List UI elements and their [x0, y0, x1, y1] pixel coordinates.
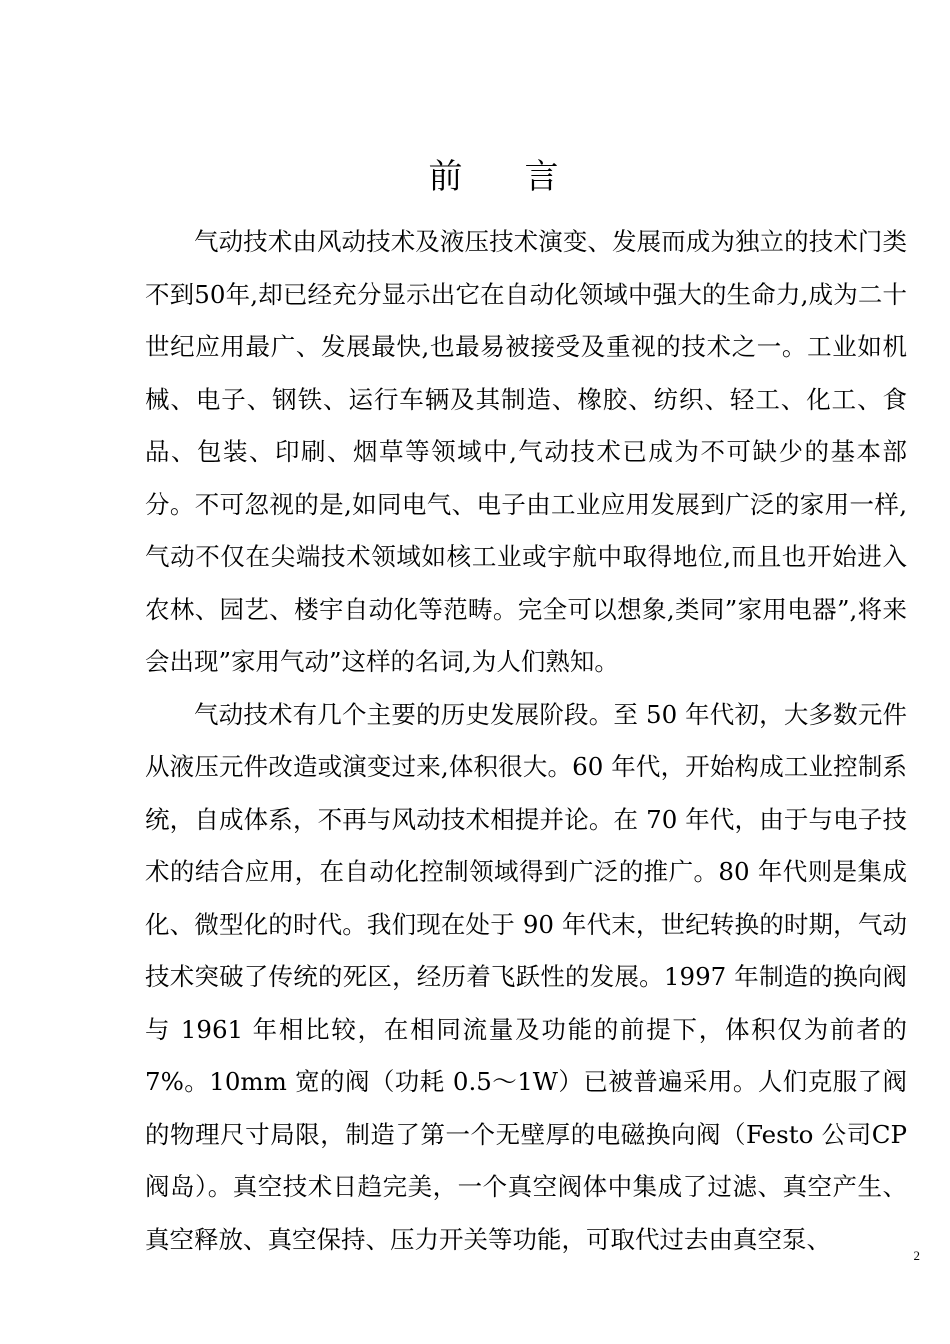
page-number: 2 [913, 1248, 920, 1263]
paragraph-1: 气动技术由风动技术及液压技术演变、发展而成为独立的技术门类不到50年,却已经充分显示出它在自动化领域中强大的生命力,成为二十世纪应用最广、发展最快,也最易被接受及重视的技术之一。工业如机械、电子、钢铁、运行车辆及其制造、橡胶、纺织、轻工、化工、食品、包装、印刷、烟草等领域中,气动技术已成为不可缺少的基本部分。不可忽视的是,如同电气、电子由工业应用发展到广泛的家用一样,气动不仅在尖端技术领域如核工业或宇航中取得地位,而且也开始进入农林、园艺、楼宇自动化等范畴。完全可以想象,类同”家用电器”,将来会出现”家用气动”这样的名词,为人们熟知。 [145, 227, 907, 676]
paragraph-2: 气动技术有几个主要的历史发展阶段。至 50 年代初，大多数元件从液压元件改造或演变过来,体积很大。60 年代，开始构成工业控制系统，自成体系，不再与风动技术相提并论。在 70 年代，由于与电子技术的结合应用，在自动化控制领域得到广泛的推广。80 年代则是集成化、微型化的时代。我们现在处于 90 年代末，世纪转换的时期，气动技术突破了传统的死区，经历着飞跃性的发展。1997 年制造的换向阀与 1961 年相比较，在相同流量及功能的前提下，体积仅为前者的 7%。10mm 宽的阀（功耗 0.5～1W）已被普遍采用。人们克服了阀的物理尺寸局限，制造了第一个无壁厚的电磁换向阀（Festo 公司CP 阀岛）。真空技术日趋完美，一个真空阀体中集成了过滤、真空产生、真空释放、真空保持、压力开关等功能，可取代过去由真空泵、 [145, 699, 907, 1254]
page-title: 前言 [428, 157, 621, 197]
body-text [145, 216, 907, 1266]
